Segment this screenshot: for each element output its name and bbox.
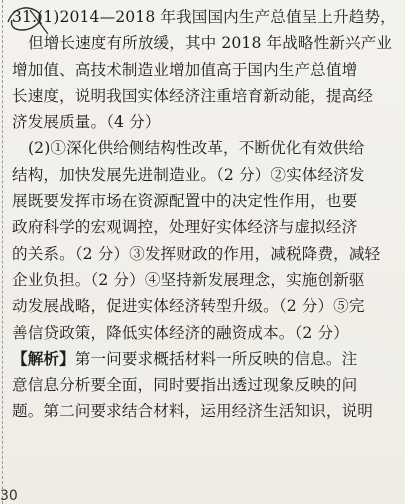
answer-line-13: 善信贷政策，降低实体经济的融资成本。（2 分）	[12, 323, 349, 342]
page-number: 30	[0, 488, 18, 504]
answer-line-1: 31.(1)2014—2018 年我国国内生产总值呈上升趋势，	[12, 8, 396, 26]
answer-line-9: 政府科学的宏观调控，处理好实体经济与虚拟经济	[12, 218, 358, 237]
answer-line-10: 的关系。（2 分）③发挥财政的作用，减税降费，减轻	[12, 244, 381, 263]
answer-line-7: 结构，加快发展先进制造业。（2 分）②实体经济发	[12, 165, 365, 184]
answer-line-6: (2)①深化供给侧结构性改革，不断优化有效供给	[28, 139, 365, 158]
answer-line-12: 动发展战略，促进实体经济转型升级。（2 分）⑤完	[12, 297, 365, 316]
answer-line-3: 增加值、高技术制造业增加值高于国内生产总值增	[12, 60, 358, 79]
analysis-first-text: 第一问要求概括材料一所反映的信息。注	[74, 349, 358, 368]
answer-line-15: 意信息分析要全面，同时要指出透过现象反映的问	[12, 376, 358, 395]
analysis-line	[8, 346, 400, 372]
answer-line-11: 企业负担。（2 分）④坚持新发展理念，实施创新驱	[12, 270, 365, 289]
answer-line-16: 题。第二问要求结合材料，运用经济生活知识，说明	[12, 402, 373, 421]
answer-line-8: 展既要发挥市场在资源配置中的决定性作用，也要	[12, 192, 358, 211]
answer-line-4: 长速度，说明我国实体经济注重培育新动能，提高经	[12, 86, 373, 105]
answer-line-2: 但增长速度有所放缓，其中 2018 年战略性新兴产业	[28, 34, 393, 53]
binding-margin-line	[2, 0, 3, 504]
answer-text-block	[8, 4, 400, 425]
answer-line-5: 济发展质量。（4 分）	[12, 113, 161, 132]
analysis-label: 【解析】	[12, 349, 75, 368]
